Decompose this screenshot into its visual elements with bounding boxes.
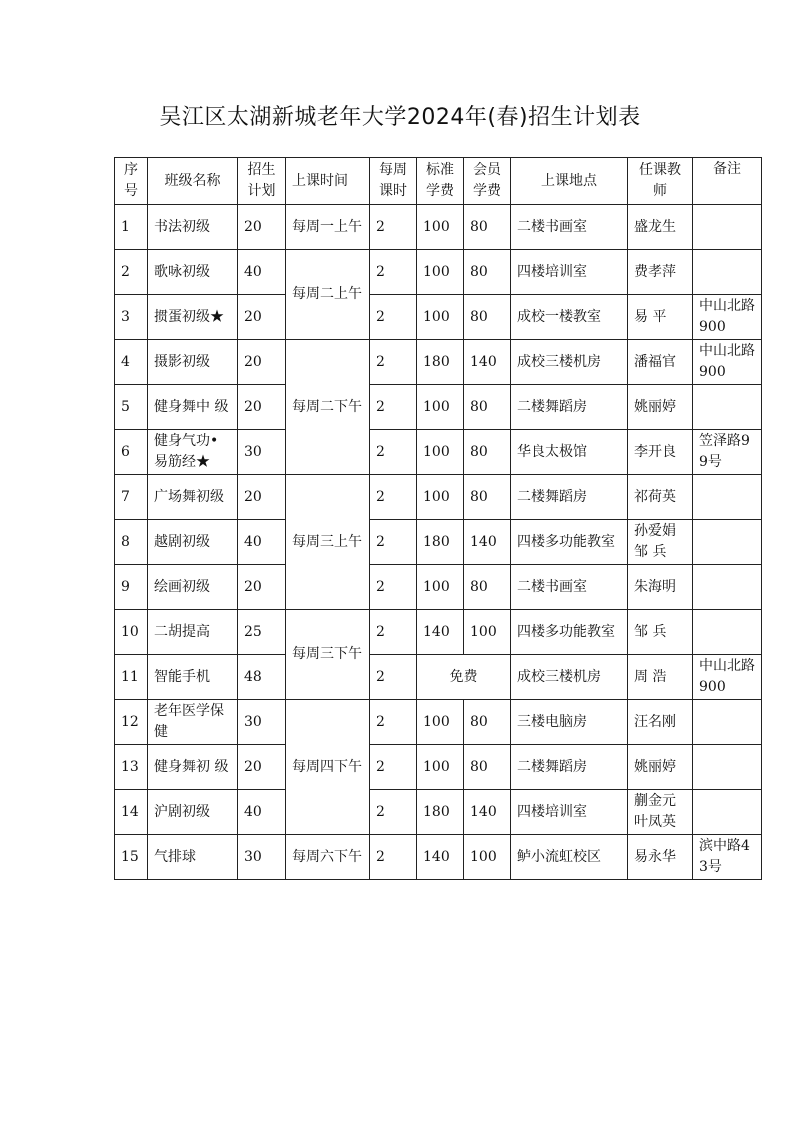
cell-teacher: 汪名刚 <box>628 700 693 745</box>
cell-place: 二楼舞蹈房 <box>511 385 628 430</box>
cell-fee: 100 <box>417 205 464 250</box>
cell-fee: 100 <box>417 475 464 520</box>
cell-member-fee: 80 <box>464 385 511 430</box>
cell-hours: 2 <box>370 700 417 745</box>
cell-place: 成校三楼机房 <box>511 655 628 700</box>
cell-class: 二胡提高 <box>148 610 238 655</box>
cell-note: 笠泽路99号 <box>693 430 762 475</box>
cell-class: 书法初级 <box>148 205 238 250</box>
cell-plan: 20 <box>238 295 286 340</box>
cell-no: 12 <box>115 700 148 745</box>
header-fee: 标准学费 <box>417 158 464 205</box>
cell-hours: 2 <box>370 475 417 520</box>
cell-time: 每周三上午 <box>286 475 370 610</box>
table-row <box>115 385 762 430</box>
cell-plan: 40 <box>238 250 286 295</box>
cell-note <box>693 610 762 655</box>
table-row <box>115 790 762 835</box>
table-row <box>115 835 762 880</box>
header-hours: 每周课时 <box>370 158 417 205</box>
cell-teacher: 孙爱娟 邹 兵 <box>628 520 693 565</box>
cell-class: 健身舞初 级 <box>148 745 238 790</box>
cell-class: 掼蛋初级★ <box>148 295 238 340</box>
cell-teacher: 蒯金元 叶凤英 <box>628 790 693 835</box>
cell-hours: 2 <box>370 565 417 610</box>
cell-note <box>693 790 762 835</box>
cell-hours: 2 <box>370 250 417 295</box>
enrollment-plan-table <box>114 157 762 880</box>
cell-fee: 100 <box>417 295 464 340</box>
cell-place: 二楼书画室 <box>511 205 628 250</box>
table-row <box>115 250 762 295</box>
cell-class: 越剧初级 <box>148 520 238 565</box>
cell-place: 四楼培训室 <box>511 250 628 295</box>
cell-fee: 100 <box>417 385 464 430</box>
cell-place: 成校三楼机房 <box>511 340 628 385</box>
page-title: 吴江区太湖新城老年大学2024年(春)招生计划表 <box>159 105 641 130</box>
table-row <box>115 295 762 340</box>
cell-note <box>693 565 762 610</box>
cell-time: 每周六下午 <box>286 835 370 880</box>
cell-note <box>693 745 762 790</box>
cell-time: 每周三下午 <box>286 610 370 700</box>
cell-fee: 140 <box>417 835 464 880</box>
cell-fee: 100 <box>417 250 464 295</box>
cell-note: 中山北路 900 <box>693 295 762 340</box>
cell-note <box>693 205 762 250</box>
table-row <box>115 520 762 565</box>
cell-note <box>693 385 762 430</box>
header-class: 班级名称 <box>148 158 238 205</box>
cell-place: 二楼舞蹈房 <box>511 745 628 790</box>
cell-teacher: 易 平 <box>628 295 693 340</box>
header-row <box>115 158 762 205</box>
cell-hours: 2 <box>370 295 417 340</box>
header-place: 上课地点 <box>511 158 628 205</box>
table-row <box>115 205 762 250</box>
cell-teacher: 盛龙生 <box>628 205 693 250</box>
cell-note: 中山北路 900 <box>693 340 762 385</box>
cell-plan: 20 <box>238 205 286 250</box>
cell-time: 每周二下午 <box>286 340 370 475</box>
cell-member-fee: 80 <box>464 430 511 475</box>
cell-hours: 2 <box>370 205 417 250</box>
cell-teacher: 潘福官 <box>628 340 693 385</box>
cell-teacher: 祁荷英 <box>628 475 693 520</box>
cell-fee: 100 <box>417 700 464 745</box>
cell-place: 四楼多功能教室 <box>511 520 628 565</box>
cell-plan: 30 <box>238 835 286 880</box>
cell-plan: 20 <box>238 475 286 520</box>
cell-hours: 2 <box>370 340 417 385</box>
cell-note: 滨中路43号 <box>693 835 762 880</box>
cell-plan: 48 <box>238 655 286 700</box>
cell-no: 10 <box>115 610 148 655</box>
cell-no: 15 <box>115 835 148 880</box>
cell-no: 7 <box>115 475 148 520</box>
cell-class: 智能手机 <box>148 655 238 700</box>
cell-member-fee: 80 <box>464 565 511 610</box>
cell-place: 鲈小流虹校区 <box>511 835 628 880</box>
cell-note <box>693 250 762 295</box>
cell-class: 老年医学保 健 <box>148 700 238 745</box>
cell-member-fee: 80 <box>464 700 511 745</box>
table-row <box>115 430 762 475</box>
cell-note <box>693 700 762 745</box>
cell-fee: 180 <box>417 790 464 835</box>
cell-no: 8 <box>115 520 148 565</box>
cell-no: 14 <box>115 790 148 835</box>
cell-hours: 2 <box>370 610 417 655</box>
cell-no: 2 <box>115 250 148 295</box>
cell-class: 歌咏初级 <box>148 250 238 295</box>
cell-fee: 100 <box>417 745 464 790</box>
cell-no: 9 <box>115 565 148 610</box>
cell-member-fee: 80 <box>464 475 511 520</box>
cell-place: 二楼书画室 <box>511 565 628 610</box>
cell-teacher: 朱海明 <box>628 565 693 610</box>
cell-place: 四楼培训室 <box>511 790 628 835</box>
cell-hours: 2 <box>370 385 417 430</box>
cell-teacher: 姚丽婷 <box>628 745 693 790</box>
cell-no: 5 <box>115 385 148 430</box>
cell-note <box>693 475 762 520</box>
cell-class: 沪剧初级 <box>148 790 238 835</box>
cell-plan: 40 <box>238 790 286 835</box>
cell-note: 中山北路 900 <box>693 655 762 700</box>
table-row <box>115 340 762 385</box>
cell-place: 三楼电脑房 <box>511 700 628 745</box>
cell-member-fee: 80 <box>464 745 511 790</box>
cell-hours: 2 <box>370 430 417 475</box>
cell-hours: 2 <box>370 655 417 700</box>
header-note: 备注 <box>693 158 762 205</box>
cell-teacher: 李开良 <box>628 430 693 475</box>
cell-member-fee: 100 <box>464 610 511 655</box>
cell-fee: 180 <box>417 520 464 565</box>
cell-teacher: 邹 兵 <box>628 610 693 655</box>
cell-class: 绘画初级 <box>148 565 238 610</box>
cell-fee: 100 <box>417 430 464 475</box>
cell-teacher: 姚丽婷 <box>628 385 693 430</box>
cell-plan: 20 <box>238 340 286 385</box>
cell-fee: 100 <box>417 565 464 610</box>
cell-place: 成校一楼教室 <box>511 295 628 340</box>
table-row <box>115 565 762 610</box>
cell-teacher: 费孝萍 <box>628 250 693 295</box>
cell-class: 摄影初级 <box>148 340 238 385</box>
table-row <box>115 655 762 700</box>
cell-member-fee: 80 <box>464 295 511 340</box>
table-row <box>115 700 762 745</box>
cell-class: 气排球 <box>148 835 238 880</box>
cell-fee: 140 <box>417 610 464 655</box>
header-time: 上课时间 <box>286 158 370 205</box>
header-member-fee: 会员学费 <box>464 158 511 205</box>
cell-time: 每周一上午 <box>286 205 370 250</box>
cell-fee: 180 <box>417 340 464 385</box>
cell-plan: 20 <box>238 565 286 610</box>
header-no: 序号 <box>115 158 148 205</box>
cell-no: 11 <box>115 655 148 700</box>
cell-class: 健身气功•易筋经★ <box>148 430 238 475</box>
cell-place: 四楼多功能教室 <box>511 610 628 655</box>
table-row <box>115 745 762 790</box>
cell-member-fee: 80 <box>464 205 511 250</box>
cell-hours: 2 <box>370 790 417 835</box>
cell-plan: 25 <box>238 610 286 655</box>
header-plan: 招生计划 <box>238 158 286 205</box>
cell-member-fee: 140 <box>464 790 511 835</box>
cell-class: 健身舞中 级 <box>148 385 238 430</box>
cell-plan: 20 <box>238 385 286 430</box>
cell-place: 华良太极馆 <box>511 430 628 475</box>
table-row <box>115 610 762 655</box>
cell-class: 广场舞初级 <box>148 475 238 520</box>
cell-plan: 40 <box>238 520 286 565</box>
cell-fee-free: 免费 <box>417 655 511 700</box>
cell-teacher: 易永华 <box>628 835 693 880</box>
cell-plan: 30 <box>238 430 286 475</box>
header-teacher: 任课教师 <box>628 158 693 205</box>
cell-member-fee: 80 <box>464 250 511 295</box>
cell-place: 二楼舞蹈房 <box>511 475 628 520</box>
cell-hours: 2 <box>370 745 417 790</box>
cell-note <box>693 520 762 565</box>
cell-time: 每周四下午 <box>286 700 370 835</box>
cell-no: 1 <box>115 205 148 250</box>
cell-plan: 20 <box>238 745 286 790</box>
cell-member-fee: 140 <box>464 520 511 565</box>
table-row <box>115 475 762 520</box>
cell-time: 每周二上午 <box>286 250 370 340</box>
cell-no: 6 <box>115 430 148 475</box>
cell-no: 4 <box>115 340 148 385</box>
cell-member-fee: 140 <box>464 340 511 385</box>
cell-hours: 2 <box>370 520 417 565</box>
cell-plan: 30 <box>238 700 286 745</box>
cell-no: 3 <box>115 295 148 340</box>
cell-teacher: 周 浩 <box>628 655 693 700</box>
cell-hours: 2 <box>370 835 417 880</box>
cell-no: 13 <box>115 745 148 790</box>
cell-member-fee: 100 <box>464 835 511 880</box>
